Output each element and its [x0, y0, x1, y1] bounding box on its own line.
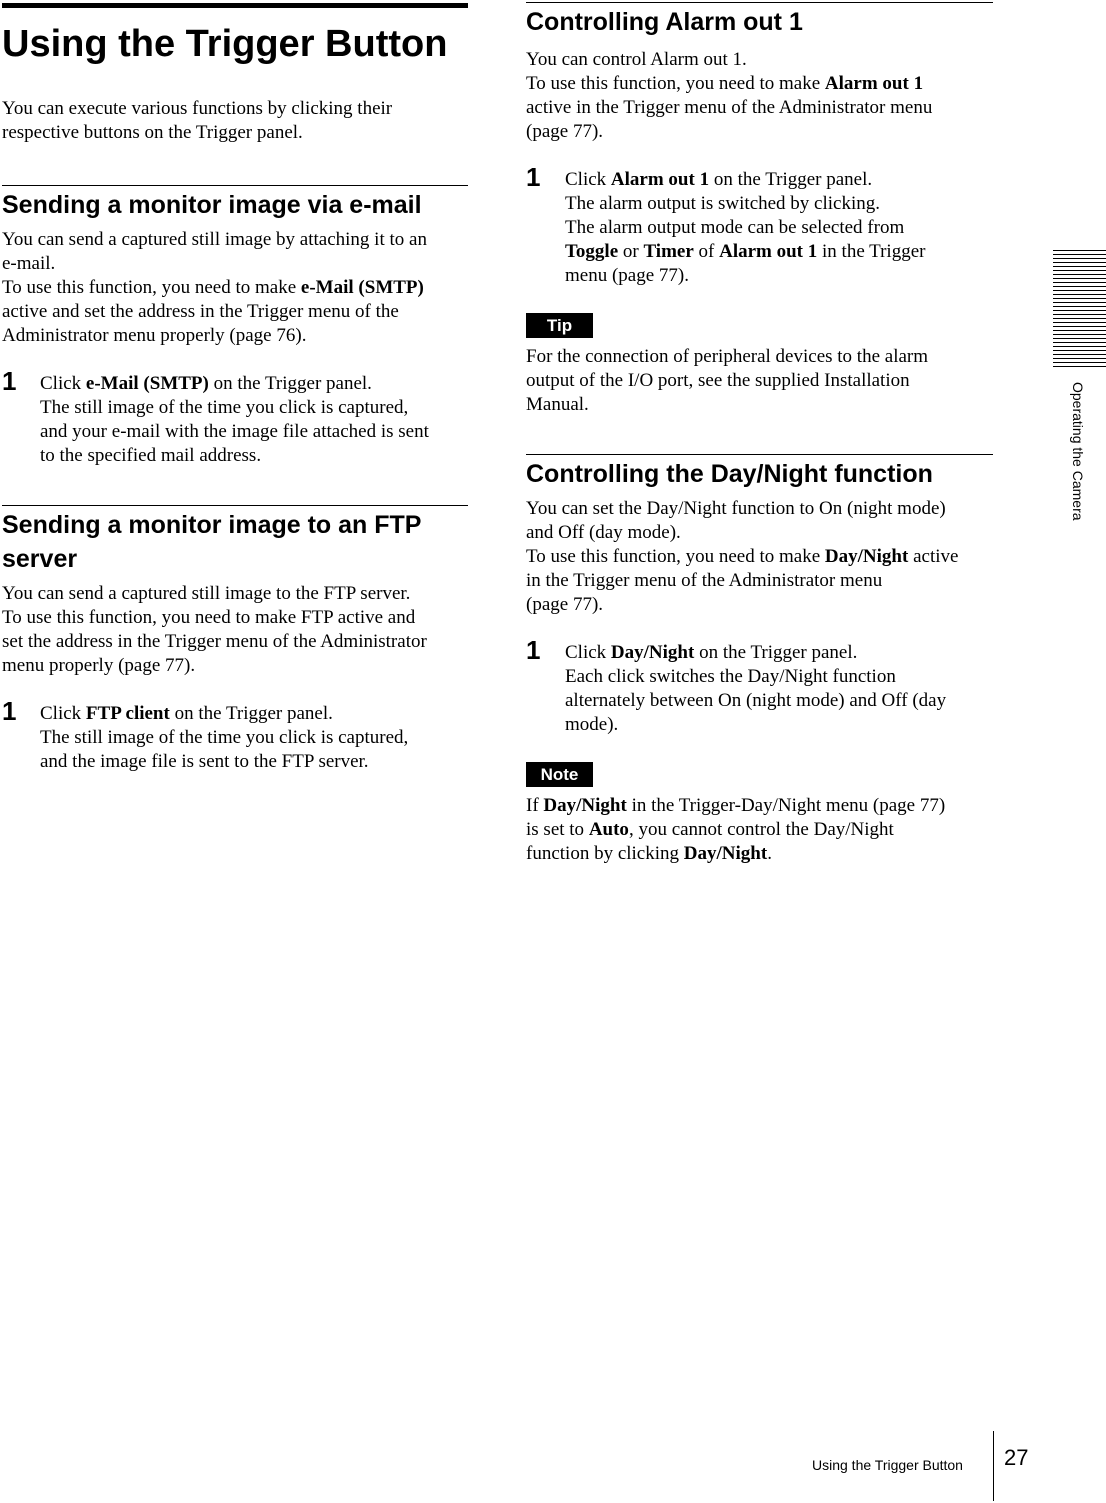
- alarm-body: [526, 48, 993, 144]
- side-tab-lines: [1053, 250, 1106, 367]
- note-line-3: [526, 842, 993, 866]
- step-number: 1: [526, 635, 541, 665]
- daynight-p4: in the Trigger menu of the Administrator menu: [526, 570, 883, 591]
- tip-line-2: output of the I/O port, see the supplied Installation: [526, 370, 910, 391]
- tip-body: [526, 345, 993, 417]
- ftp-step-line-2: The still image of the time you click is captured,: [40, 727, 409, 748]
- alarm-step-line-2: The alarm output is switched by clicking.: [565, 193, 881, 214]
- tip-box: [526, 313, 993, 338]
- step-text: Click: [565, 642, 611, 663]
- step-text: on the Trigger panel.: [208, 373, 372, 394]
- ftp-step-line-3: and the image file is sent to the FTP server.: [40, 751, 369, 772]
- alarm-p4: (page 77).: [526, 121, 604, 142]
- daynight-step-line-2: Each click switches the Day/Night function: [565, 666, 896, 687]
- daynight-p2: and Off (day mode).: [526, 522, 681, 543]
- email-section-rule: [2, 185, 468, 186]
- daynight-step-1: [526, 635, 993, 737]
- note-bold: Day/Night: [683, 843, 768, 864]
- step-text: on the Trigger panel.: [694, 642, 858, 663]
- intro: [2, 97, 468, 145]
- email-step-line-3: and your e-mail with the image file attached is sent: [40, 421, 429, 442]
- daynight-step-line-4: mode).: [565, 714, 619, 735]
- alarm-step-line-4: [565, 240, 993, 264]
- email-step-line-2: The still image of the time you click is captured,: [40, 397, 409, 418]
- alarm-heading: Controlling Alarm out 1: [526, 8, 803, 36]
- left-column: [2, 0, 468, 774]
- step-bold: Toggle: [565, 241, 619, 262]
- daynight-p5: (page 77).: [526, 594, 604, 615]
- step-bold: Day/Night: [610, 642, 695, 663]
- alarm-step-line-5: menu (page 77).: [565, 265, 689, 286]
- step-bold: Timer: [643, 241, 694, 262]
- step-text: in the Trigger: [817, 241, 926, 262]
- ftp-heading: [2, 508, 468, 576]
- right-column: [526, 0, 993, 866]
- ftp-step-1: [2, 696, 468, 774]
- daynight-heading: Controlling the Day/Night function: [526, 460, 933, 488]
- note-body: [526, 794, 993, 866]
- note-bold: Auto: [588, 819, 629, 840]
- step-text: Click: [40, 703, 86, 724]
- email-p3: [2, 276, 468, 300]
- step-text: Click: [40, 373, 86, 394]
- alarm-step-line-3: The alarm output mode can be selected from: [565, 217, 905, 238]
- step-text: Click: [565, 169, 611, 190]
- step-bold: Alarm out 1: [719, 241, 818, 262]
- daynight-p1: You can set the Day/Night function to On (night mode): [526, 498, 946, 519]
- daynight-p3-text: To use this function, you need to make: [526, 546, 825, 567]
- alarm-section-rule: [526, 2, 993, 3]
- tip-badge: Tip: [526, 313, 593, 338]
- alarm-p2: [526, 72, 993, 96]
- note-bold: Day/Night: [543, 795, 627, 816]
- ftp-p2: To use this function, you need to make FTP active and: [2, 607, 416, 628]
- daynight-p3-text: active: [908, 546, 959, 567]
- email-p5: Administrator menu properly (page 76).: [2, 325, 307, 346]
- email-p2: e-mail.: [2, 253, 56, 274]
- note-box: [526, 762, 993, 787]
- step-number: 1: [526, 162, 541, 192]
- daynight-step-line-1: [565, 641, 993, 665]
- daynight-p3: [526, 545, 993, 569]
- step-number: 1: [2, 366, 17, 396]
- step-bold: e-Mail (SMTP): [85, 373, 209, 394]
- ftp-heading-line-1: Sending a monitor image to an FTP: [2, 511, 422, 539]
- email-step-line-4: to the specified mail address.: [40, 445, 262, 466]
- daynight-section-rule: [526, 454, 993, 455]
- intro-line-2: respective buttons on the Trigger panel.: [2, 122, 303, 143]
- step-text: of: [693, 241, 720, 262]
- note-text: If: [526, 795, 544, 816]
- alarm-p2-bold: Alarm out 1: [824, 73, 924, 94]
- ftp-p1: You can send a captured still image to the FTP server.: [2, 583, 411, 604]
- footer-section-title: Using the Trigger Button: [812, 1457, 963, 1473]
- ftp-p4: menu properly (page 77).: [2, 655, 196, 676]
- tip-line-1: For the connection of peripheral devices to the alarm: [526, 346, 929, 367]
- step-text: on the Trigger panel.: [709, 169, 873, 190]
- note-text: , you cannot control the Day/Night: [628, 819, 894, 840]
- footer-divider: [993, 1431, 994, 1501]
- daynight-step-line-3: alternately between On (night mode) and Off (day: [565, 690, 947, 711]
- alarm-p3: active in the Trigger menu of the Administrator menu: [526, 97, 933, 118]
- alarm-step-1: [526, 162, 993, 288]
- ftp-step-line-1: [40, 702, 468, 726]
- intro-line-1: You can execute various functions by clicking their: [2, 98, 393, 119]
- note-badge: Note: [526, 762, 593, 787]
- alarm-p2-text: To use this function, you need to make: [526, 73, 825, 94]
- email-step-1: [2, 366, 468, 468]
- note-text: is set to: [526, 819, 589, 840]
- step-bold: Alarm out 1: [610, 169, 710, 190]
- note-text: .: [767, 843, 772, 864]
- ftp-p3: set the address in the Trigger menu of the Administrator: [2, 631, 427, 652]
- ftp-body: [2, 582, 468, 678]
- note-line-1: [526, 794, 993, 818]
- step-text: or: [618, 241, 644, 262]
- ftp-heading-line-2: server: [2, 545, 78, 573]
- alarm-step-line-1: [565, 168, 993, 192]
- email-p3-bold: e-Mail (SMTP): [300, 277, 424, 298]
- alarm-p1: You can control Alarm out 1.: [526, 49, 747, 70]
- email-heading: Sending a monitor image via e-mail: [2, 191, 422, 219]
- title-rule: [2, 3, 468, 8]
- note-text: function by clicking: [526, 843, 684, 864]
- step-number: 1: [2, 696, 17, 726]
- ftp-section-rule: [2, 505, 468, 506]
- note-text: in the Trigger-Day/Night menu (page 77): [626, 795, 946, 816]
- daynight-body: [526, 497, 993, 617]
- email-body: [2, 228, 468, 348]
- page-number: 27: [1004, 1445, 1029, 1470]
- page-title: Using the Trigger Button: [2, 23, 448, 65]
- email-p4: active and set the address in the Trigger menu of the: [2, 301, 399, 322]
- side-tab-label: Operating the Camera: [1070, 382, 1086, 521]
- step-bold: FTP client: [85, 703, 170, 724]
- note-line-2: [526, 818, 993, 842]
- daynight-p3-bold: Day/Night: [824, 546, 909, 567]
- email-step-line-1: [40, 372, 468, 396]
- email-p1: You can send a captured still image by attaching it to an: [2, 229, 427, 250]
- step-text: on the Trigger panel.: [169, 703, 333, 724]
- tip-line-3: Manual.: [526, 394, 589, 415]
- email-p3-text: To use this function, you need to make: [2, 277, 301, 298]
